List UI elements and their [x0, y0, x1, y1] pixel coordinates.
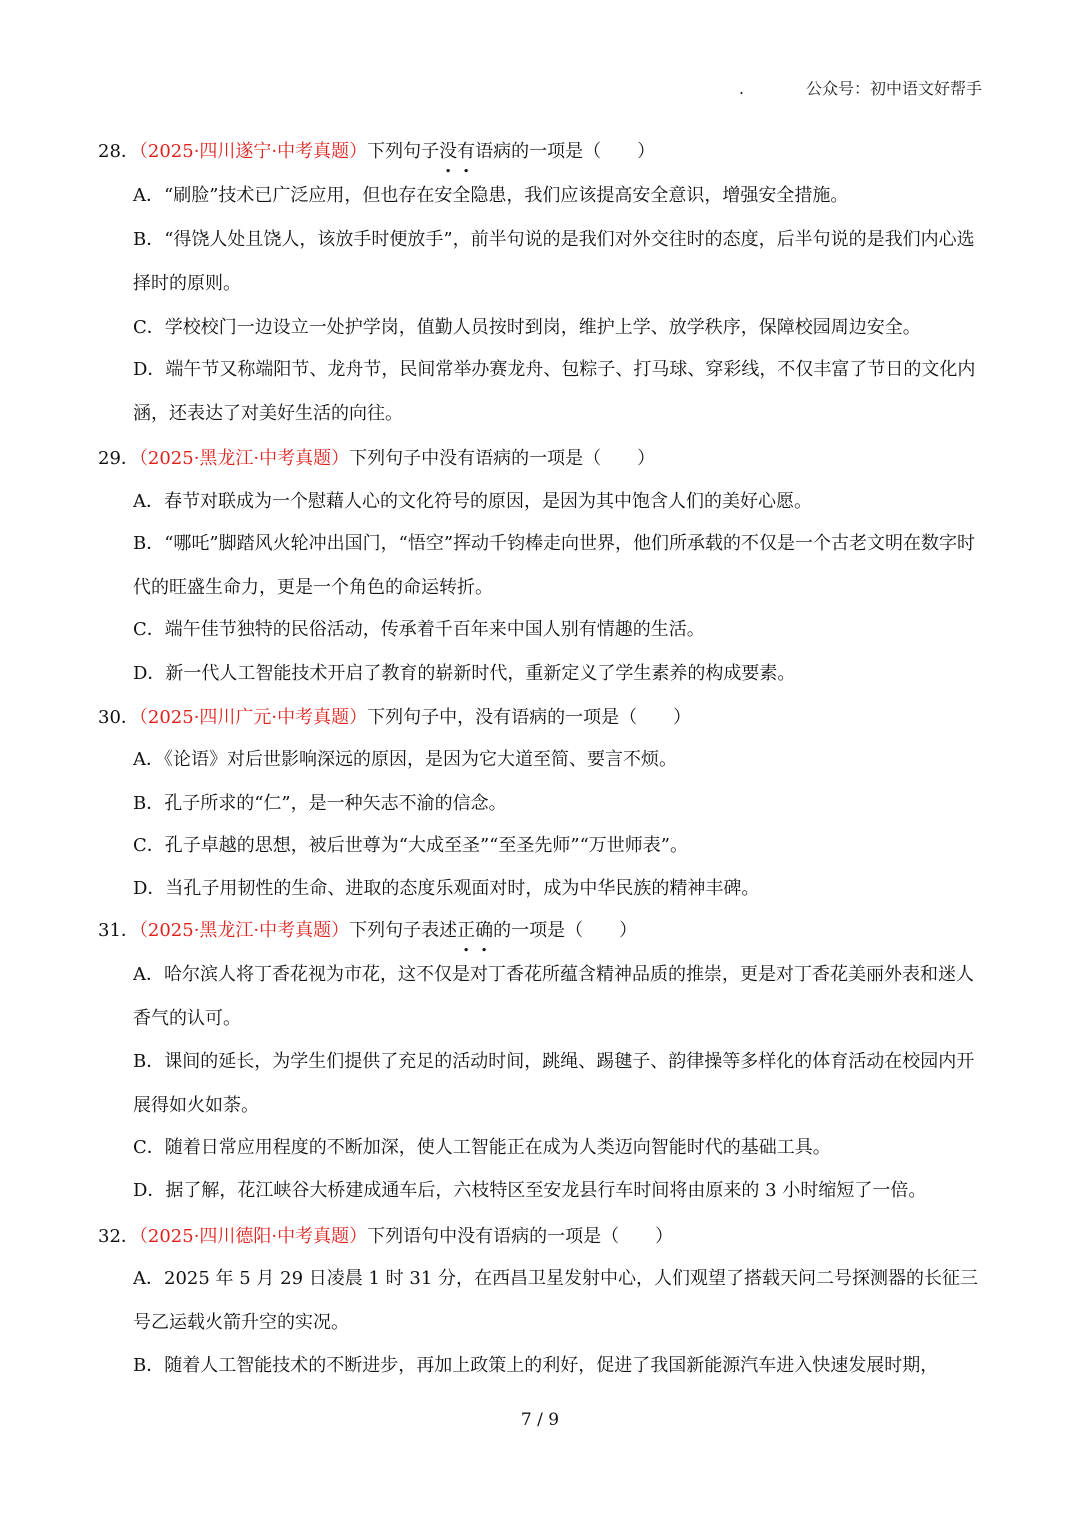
- header-dot: .: [738, 79, 744, 98]
- emphasis-char: 没: [439, 141, 458, 162]
- question-text: 下列句子中没有语病的一项是（ ）: [349, 448, 656, 469]
- question-30-title: [98, 703, 691, 729]
- question-text: 下列句子: [367, 141, 440, 162]
- question-text: 的一项是（ ）: [493, 920, 638, 941]
- question-number: 30．: [98, 707, 139, 728]
- option-a: A．春节对联成为一个慰藉人心的文化符号的原因，是因为其中饱含人们的美好心愿。: [133, 491, 812, 512]
- question-text: 下列句子表述: [349, 920, 458, 941]
- question-number: 28．: [98, 141, 139, 162]
- option-a: A．“刷脸”技术已广泛应用，但也存在安全隐患，我们应该提高安全意识，增强安全措施。: [133, 185, 849, 206]
- option-b: B．课间的延长，为学生们提供了充足的活动时间，跳绳、踢毽子、韵律操等多样化的体育活动在校园内开展得如火如荼。: [133, 1051, 975, 1116]
- question-source: （2025·四川德阳·中考真题）: [138, 1226, 368, 1247]
- question-28-title: [98, 137, 655, 163]
- question-source: （2025·四川广元·中考真题）: [138, 707, 368, 728]
- page-header: [739, 76, 982, 99]
- option-c: C．孔子卓越的思想，被后世尊为“大成至圣”“至圣先师”“万世师表”。: [133, 835, 688, 856]
- option-d: D．端午节又称端阳节、龙舟节，民间常举办赛龙舟、包粽子、打马球、穿彩线，不仅丰富了节日的文化内涵，还表达了对美好生活的向往。: [133, 359, 976, 424]
- question-source: （2025·黑龙江·中考真题）: [138, 448, 350, 469]
- question-number: 29．: [98, 448, 139, 469]
- option-d: D．当孔子用韧性的生命、进取的态度乐观面对时，成为中华民族的精神丰碑。: [133, 878, 760, 899]
- page-number: 7 / 9: [520, 1410, 560, 1430]
- option-d: D．新一代人工智能技术开启了教育的崭新时代，重新定义了学生素养的构成要素。: [133, 663, 796, 684]
- question-29-title: [98, 444, 655, 470]
- question-text: 下列语句中没有语病的一项是（ ）: [367, 1226, 674, 1247]
- question-source: （2025·四川遂宁·中考真题）: [138, 141, 368, 162]
- emphasis-char: 有: [457, 141, 476, 162]
- option-c: C．端午佳节独特的民俗活动，传承着千百年来中国人别有情趣的生活。: [133, 619, 705, 640]
- question-text: 语病的一项是（ ）: [475, 141, 656, 162]
- option-b: B．孔子所求的“仁”，是一种矢志不渝的信念。: [133, 793, 507, 814]
- emphasis-char: 确: [475, 920, 494, 941]
- question-32-title: [98, 1222, 673, 1248]
- option-b: B．随着人工智能技术的不断进步，再加上政策上的利好，促进了我国新能源汽车进入快速发展时期，: [133, 1355, 939, 1376]
- option-a: A．哈尔滨人将丁香花视为市花，这不仅是对丁香花所蕴含精神品质的推崇，更是对丁香花美丽外表和迷人香气的认可。: [133, 964, 974, 1029]
- question-source: （2025·黑龙江·中考真题）: [138, 920, 350, 941]
- option-a: A．《论语》对后世影响深远的原因，是因为它大道至简、要言不烦。: [133, 749, 677, 770]
- option-d: D．据了解，花江峡谷大桥建成通车后，六枝特区至安龙县行车时间将由原来的 3 小时缩短了一倍。: [133, 1180, 927, 1201]
- option-b: B．“哪吒”脚踏风火轮冲出国门，“悟空”挥动千钧棒走向世界，他们所承载的不仅是一个古老文明在数字时代的旺盛生命力，更是一个角色的命运转折。: [133, 533, 976, 598]
- option-b: B．“得饶人处且饶人，该放手时便放手”，前半句说的是我们对外交往时的态度，后半句说的是我们内心选择时的原则。: [133, 229, 975, 294]
- option-c: C．学校校门一边设立一处护学岗，值勤人员按时到岗，维护上学、放学秩序，保障校园周边安全。: [133, 317, 921, 338]
- question-text: 下列句子中，没有语病的一项是（ ）: [367, 707, 692, 728]
- option-a: A．2025 年 5 月 29 日凌晨 1 时 31 分，在西昌卫星发射中心，人们观望了搭载天问二号探测器的长征三号乙运载火箭升空的实况。: [133, 1268, 979, 1333]
- question-number: 31．: [98, 920, 139, 941]
- question-number: 32．: [98, 1226, 139, 1247]
- emphasis-char: 正: [457, 920, 476, 941]
- option-c: C．随着日常应用程度的不断加深，使人工智能正在成为人类迈向智能时代的基础工具。: [133, 1137, 831, 1158]
- header-text: 公众号：初中语文好帮手: [805, 79, 982, 98]
- question-31-title: [98, 916, 637, 942]
